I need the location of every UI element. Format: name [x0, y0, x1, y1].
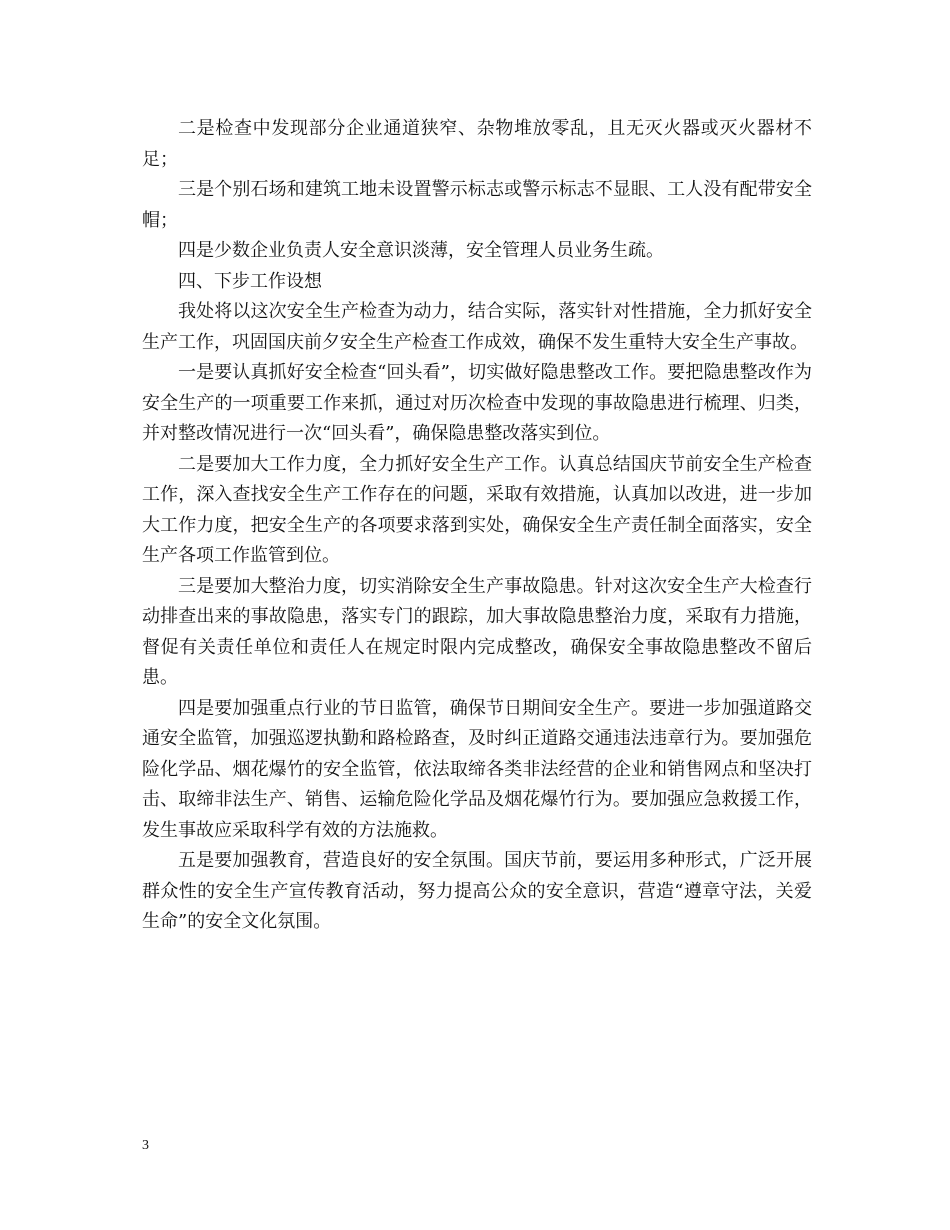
document-body	[142, 114, 812, 938]
paragraph-measure-1: 一是要认真抓好安全检查“回头看”，切实做好隐患整改工作。要把隐患整改作为安全生产的一项重要工作来抓，通过对历次检查中发现的事故隐患进行梳理、归类，并对整改情况进行一次“回头看”，确保隐患整改落实到位。	[142, 362, 812, 444]
paragraph-finding-2: 二是检查中发现部分企业通道狭窄、杂物堆放零乱，且无灭火器或灭火器材不足；	[142, 118, 812, 170]
paragraph-next-steps-intro: 我处将以这次安全生产检查为动力，结合实际，落实针对性措施，全力抓好安全生产工作，巩固国庆前夕安全生产检查工作成效，确保不发生重特大安全生产事故。	[142, 301, 812, 353]
page-number: 3	[142, 1138, 149, 1153]
section-heading-next-steps: 四、下步工作设想	[178, 270, 322, 292]
paragraph-measure-4: 四是要加强重点行业的节日监管，确保节日期间安全生产。要进一步加强道路交通安全监管，加强巡逻执勤和路检路查，及时纠正道路交通违法违章行为。要加强危险化学品、烟花爆竹的安全监管，依法取缔各类非法经营的企业和销售网点和坚决打击、取缔非法生产、销售、运输危险化学品及烟花爆竹行为。要加强应急救援工作，发生事故应采取科学有效的方法施救。	[142, 697, 812, 841]
paragraph-measure-2: 二是要加大工作力度，全力抓好安全生产工作。认真总结国庆节前安全生产检查工作，深入查找安全生产工作存在的问题，采取有效措施，认真加以改进，进一步加大工作力度，把安全生产的各项要求落到实处，确保安全生产责任制全面落实，安全生产各项工作监管到位。	[142, 453, 812, 566]
paragraph-measure-5: 五是要加强教育，营造良好的安全氛围。国庆节前，要运用多种形式，广泛开展群众性的安全生产宣传教育活动，努力提高公众的安全意识，营造“遵章守法，关爱生命”的安全文化氛围。	[142, 850, 812, 932]
paragraph-finding-3: 三是个别石场和建筑工地未设置警示标志或警示标志不显眼、工人没有配带安全帽；	[142, 179, 812, 231]
paragraph-measure-3: 三是要加大整治力度，切实消除安全生产事故隐患。针对这次安全生产大检查行动排查出来的事故隐患，落实专门的跟踪，加大事故隐患整治力度，采取有力措施，督促有关责任单位和责任人在规定时限内完成整改，确保安全事故隐患整改不留后患。	[142, 575, 812, 688]
paragraph-finding-4: 四是少数企业负责人安全意识淡薄，安全管理人员业务生疏。	[178, 240, 664, 261]
